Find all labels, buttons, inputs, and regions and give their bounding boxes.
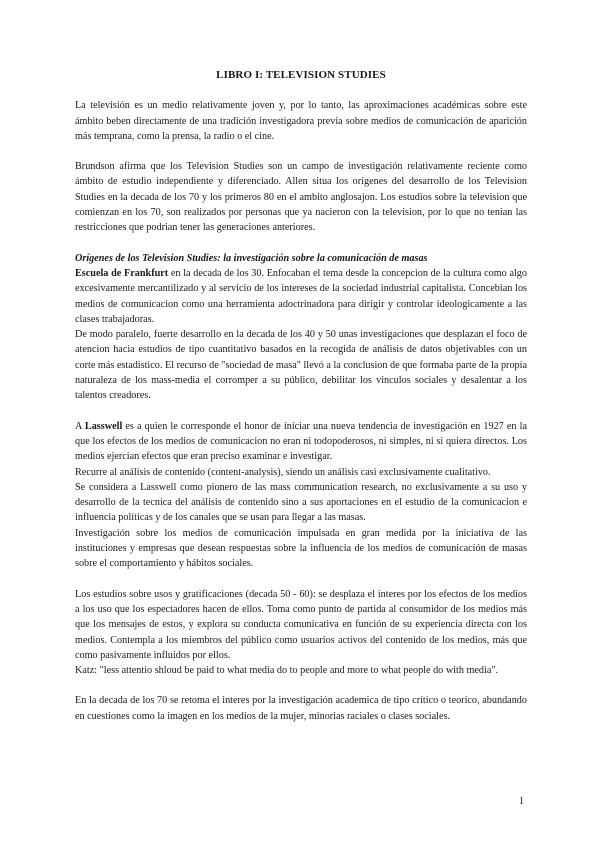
seventies-paragraph: En la decada de los 70 se retoma el interes por la investigación academica de tipo crítico o teorico, abundando en cuestiones como la imagen en los medios de la mujer, minorias raciales o clases sociales. [75,695,527,722]
brundson-paragraph: Brundson afirma que los Television Studies son un campo de investigación relativamente reciente como ámbito de estudio independiente y diferenciado. Allen situa los orígenes del desarrollo de los Television Studies en la decada de los 70 y los primeros 80 en el ambito anglosajon. Los estudios sobre la television que comienzan en los 70, son realizados por personas que ya nacieron con la television, por lo que no tenian las restricciones que podrian tener las generaciones anteriores. [75,161,527,234]
parallel-paragraph: De modo paralelo, fuerte desarrollo en la decada de los 40 y 50 unas investigaciones que desplazan el foco de atencion hacia estudios de tipo cuantitativo basados en la recogida de análisis de datos objetivables con un corte más estadistico. El recurso de "sociedad de masa" llevó a la conclusion de que formaba parte de la propia naturaleza de los mass-media el corromper a su público, debilitar los vinculos sociales y desalentar a los talentos creadores. [75,329,527,402]
lasswell-text: es a quien le corresponde el honor de iniciar una nueva tendencia de investigación en 1927 en la que los efectos de los medios de comunicacion no eran ni todopoderosos, ni simples, ni si quiera directos. Los medios ejercian efectos que eran preciso examinar e investigar. [75,420,527,463]
lasswell-paragraph [75,419,527,465]
katz-quote: Katz: "less attentio shloud be paid to what media do to people and more to what people do with media". [75,665,499,677]
paragraph-gap [75,144,527,159]
paragraph-gap [75,404,527,419]
lasswell-prefix: A [75,420,85,432]
document-title: LIBRO I: TELEVISION STUDIES [216,69,386,81]
uses-paragraph: Los estudios sobre usos y gratificaciones (decada 50 - 60): se desplaza el interes por los efectos de los medios a los uso que los espectadores hacen de ellos. Toma como punto de partida al consumidor de los medios más que los mensajes de estos, y explora su conducta comunicativa en función de su experiencia directa con los medios. Contempla a los miembros del público como usuarios activos del contenido de los medios, más que como pasivamente influidos por ellos. [75,588,527,661]
research-paragraph: Investigación sobre los medios de comunicación impulsada en gran medida por la iniciativa de las instituciones y empresas que desean respuestas sobre la influencia de los medios de comunicación de masas sobre el comportamiento y hábitos sociales. [75,527,527,570]
page-number: 1 [519,796,524,807]
paragraph-gap [75,236,527,251]
lasswell-term: Lasswell [84,420,123,432]
frankfurt-term: Escuela de Frankfurt [75,267,169,279]
intro-paragraph: La televisión es un medio relativamente joven y, por lo tanto, las aproximaciones académicas sobre este ámbito beben directamente de una tradición investigadora previa sobre medios de comunicación de aparición más temprana, como la prensa, la radio o el cine. [75,100,527,142]
content-analysis-paragraph: Recurre al análisis de contenido (content-analysis), siendo un análisis casi exclusivamente cualitativo. [75,466,491,478]
document-body [75,68,527,724]
section-heading: Orígenes de los Television Studies: la investigación sobre la comunicación de masas [75,252,428,264]
pioneer-paragraph: Se considera a Lasswell como pionero de las mass communication research, no exclusivamente a su uso y desarrollo de la tecnica del análisis de contenido sino a sus aportaciones en el estudio de la comunicacion e influencia políticas y de los canales que se usan para llegar a las masas. [75,481,527,524]
frankfurt-text: en la decada de los 30. Enfocaban el tema desde la concepcion de la cultura como algo excesivamente mercantilizado y al servicio de los intereses de la sociedad industrial capitalista. Concebian los medios de comunicacion como una herramienta adoctrinadora para dirigir y controlar ideologicamente a las clases trabajadoras. [75,267,527,325]
paragraph-gap [75,678,527,693]
paragraph-gap [75,572,527,587]
frankfurt-paragraph [75,266,527,327]
